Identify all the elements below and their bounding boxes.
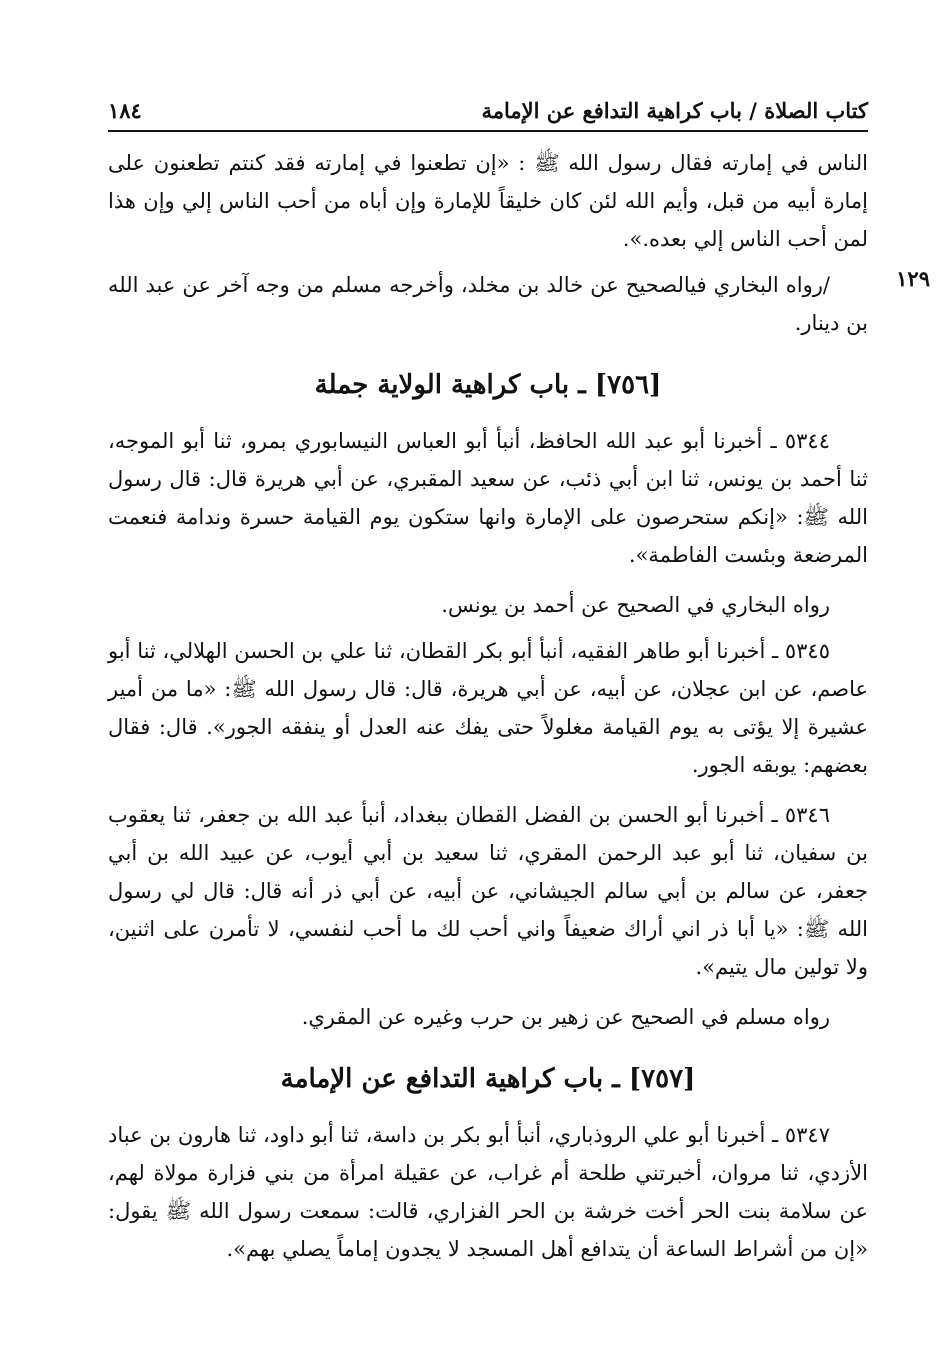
paragraph-continuation: الناس في إمارته فقال رسول الله ﷺ : «إن تطعنوا في إمارته فقد كنتم تطعنون على إمارة أبيه من قبل، وأيم الله لئن كان خليقاً للإمارة وإن أباه من أحب الناس إلي وإن هذا لمن أحب الناس إلي بعده.». bbox=[108, 151, 868, 251]
paragraph-with-margin-note bbox=[108, 266, 930, 342]
running-title: كتاب الصلاة / باب كراهية التدافع عن الإمامة bbox=[481, 97, 868, 123]
narration-note-5344: رواه البخاري في الصحيح عن أحمد بن يونس. bbox=[441, 593, 830, 617]
narration-note-5346: رواه مسلم في الصحيح عن زهير بن حرب وغيره عن المقري. bbox=[301, 1005, 830, 1029]
hadith-5344: ٥٣٤٤ ـ أخبرنا أبو عبد الله الحافظ، أنبأ أبو العباس النيسابوري بمرو، ثنا أبو الموجه، ثنا أحمد بن يونس، ثنا ابن أبي ذئب، عن سعيد المقبري، عن أبي هريرة قال: قال رسول الله ﷺ: «إنكم ستحرصون على الإمارة وانها ستكون يوم القيامة حسرة وندامة فنعمت المرضعة وبئست الفاطمة». bbox=[108, 429, 868, 567]
book-page bbox=[107, 90, 930, 1350]
hadith-5347: ٥٣٤٧ ـ أخبرنا أبو علي الروذباري، أنبأ أبو بكر بن داسة، ثنا أبو داود، ثنا هارون بن عباد الأزدي، ثنا مروان، أخبرتني طلحة أم غراب، عن عقيلة امرأة من بني فزارة مولاة لهم، عن سلامة بنت الحر أخت خرشة بن الحر الفزاري، قالت: سمعت رسول الله ﷺ يقول: «إن من أشراط الساعة أن يتدافع أهل المسجد لا يجدون إماماً يصلي بهم». bbox=[108, 1123, 868, 1261]
paragraph-bukhari-note: /رواه البخاري فيالصحيح عن خالد بن مخلد، وأخرجه مسلم من وجه آخر عن عبد الله بن دينار. bbox=[108, 273, 868, 335]
chapter-title-756: [٧٥٦] ـ باب كراهية الولاية جملة bbox=[314, 370, 662, 400]
chapter-title-757: [٧٥٧] ـ باب كراهية التدافع عن الإمامة bbox=[280, 1064, 696, 1094]
hadith-5345: ٥٣٤٥ ـ أخبرنا أبو طاهر الفقيه، أنبأ أبو بكر القطان، ثنا علي بن الحسن الهلالي، ثنا أبو عاصم، عن ابن عجلان، عن أبيه، عن أبي هريرة، قال: قال رسول الله ﷺ: «ما من أمير عشيرة إلا يؤتى به يوم القيامة مغلولاً حتى يفك عنه العدل أو ينفقه الجور». قال: فقال بعضهم: يوبقه الجور. bbox=[107, 639, 868, 777]
page-number: ١٨٤ bbox=[108, 97, 142, 123]
hadith-5346: ٥٣٤٦ ـ أخبرنا أبو الحسن بن الفضل القطان ببغداد، أنبأ عبد الله بن جعفر، ثنا يعقوب بن سفيان، ثنا أبو عبد الرحمن المقري، ثنا سعيد بن أبي أيوب، عن عبيد الله بن أبي جعفر، عن سالم بن أبي سالم الجيشاني، عن أبيه، عن أبي ذر أنه قال: قال لي رسول الله ﷺ: «يا أبا ذر اني أراك ضعيفاً واني أحب لك ما أحب لنفسي، لا تأمرن على اثنين، ولا تولين مال يتيم». bbox=[108, 803, 868, 979]
page-header bbox=[108, 90, 868, 132]
margin-page-reference: ١٢٩ bbox=[896, 266, 930, 291]
